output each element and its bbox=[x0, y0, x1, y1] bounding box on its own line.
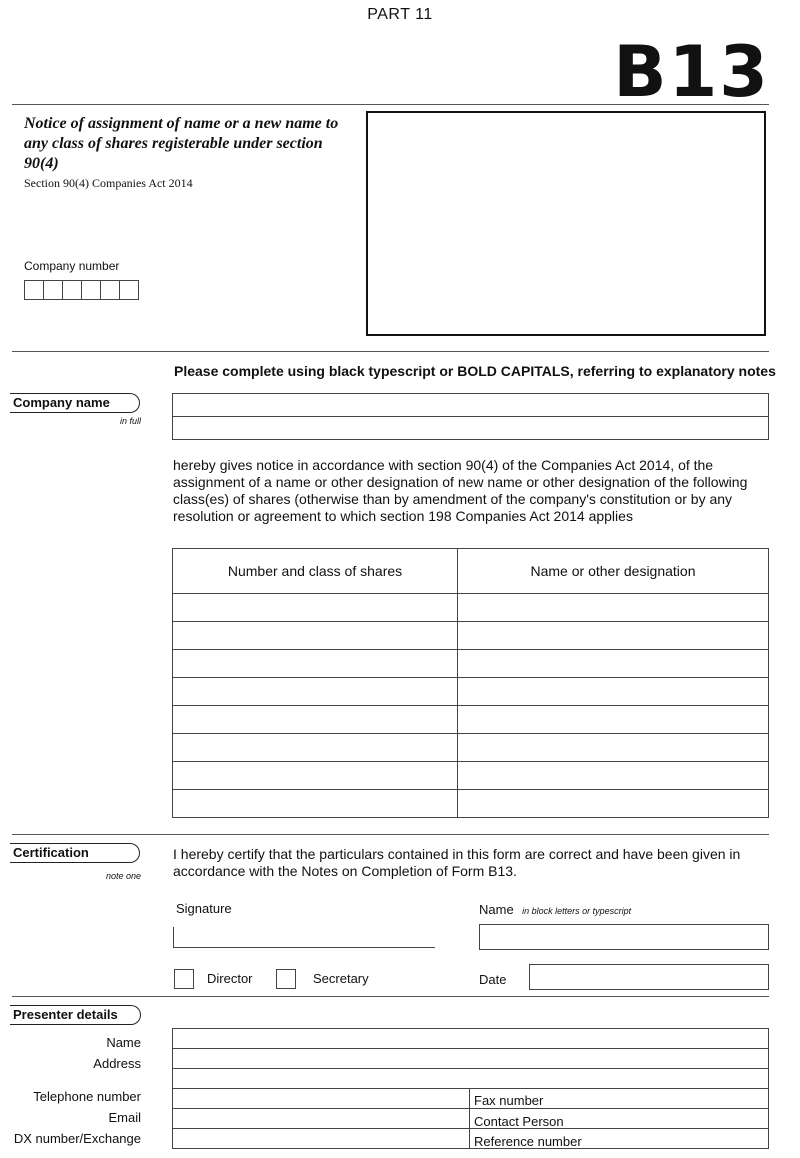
director-label: Director bbox=[207, 971, 253, 986]
company-name-field-line1[interactable] bbox=[172, 393, 769, 417]
shares-class-cell[interactable] bbox=[173, 594, 458, 622]
director-checkbox[interactable] bbox=[174, 969, 194, 989]
contact-person-label: Contact Person bbox=[474, 1114, 564, 1129]
presenter-email-field[interactable] bbox=[172, 1108, 470, 1129]
presenter-dx-label: DX number/Exchange bbox=[13, 1131, 141, 1146]
table-row bbox=[173, 762, 769, 790]
table-row bbox=[173, 594, 769, 622]
shares-class-cell[interactable] bbox=[173, 622, 458, 650]
divider bbox=[12, 351, 769, 352]
presenter-name-field[interactable] bbox=[172, 1028, 769, 1049]
signature-label: Signature bbox=[176, 901, 232, 916]
table-row bbox=[173, 734, 769, 762]
company-number-digit[interactable] bbox=[81, 280, 101, 300]
instructions: Please complete using black typescript or BOLD CAPITALS, referring to explanatory notes bbox=[174, 363, 776, 379]
shares-class-cell[interactable] bbox=[173, 762, 458, 790]
office-use-box bbox=[366, 111, 766, 336]
table-row bbox=[173, 622, 769, 650]
form-subtitle: Section 90(4) Companies Act 2014 bbox=[24, 176, 193, 190]
reference-number-label: Reference number bbox=[474, 1134, 582, 1149]
table-row bbox=[173, 706, 769, 734]
company-number-digit[interactable] bbox=[62, 280, 82, 300]
designation-cell[interactable] bbox=[458, 790, 769, 818]
column-header: Name or other designation bbox=[458, 549, 769, 594]
presenter-email-label: Email bbox=[108, 1110, 141, 1125]
form-code: B13 bbox=[613, 31, 770, 113]
table-row bbox=[173, 678, 769, 706]
signature-field[interactable] bbox=[173, 927, 435, 948]
company-number-field[interactable] bbox=[24, 280, 139, 300]
certification-text: I hereby certify that the particulars contained in this form are correct and have been given in accordance with the Notes on Completion of Form B13. bbox=[173, 846, 741, 879]
company-number-digit[interactable] bbox=[119, 280, 139, 300]
presenter-dx-field[interactable] bbox=[172, 1128, 470, 1149]
presenter-name-label: Name bbox=[106, 1035, 141, 1050]
name-label: Name bbox=[479, 902, 514, 917]
name-label-group bbox=[479, 901, 631, 919]
name-hint: in block letters or typescript bbox=[522, 906, 632, 916]
presenter-telephone-label: Telephone number bbox=[33, 1089, 141, 1104]
date-label: Date bbox=[479, 972, 507, 987]
certification-note: note one bbox=[105, 871, 141, 881]
secretary-checkbox[interactable] bbox=[276, 969, 296, 989]
shares-class-cell[interactable] bbox=[173, 678, 458, 706]
company-number-digit[interactable] bbox=[24, 280, 44, 300]
notice-text: hereby gives notice in accordance with section 90(4) of the Companies Act 2014, of the assignment of a name or other designation of new name or other designation of the following class(es) of shares (otherwise than by amendment of the company's constitution or by any resolution or agreement to which section 198 Companies Act 2014 applies bbox=[173, 457, 748, 524]
company-name-tab: Company name bbox=[10, 393, 140, 413]
fax-label: Fax number bbox=[474, 1093, 544, 1108]
column-header: Number and class of shares bbox=[173, 549, 458, 594]
table-row bbox=[173, 650, 769, 678]
shares-class-cell[interactable] bbox=[173, 734, 458, 762]
shares-class-cell[interactable] bbox=[173, 790, 458, 818]
divider bbox=[12, 996, 769, 997]
presenter-address-field-line1[interactable] bbox=[172, 1048, 769, 1069]
presenter-address-label: Address bbox=[93, 1056, 141, 1071]
designation-cell[interactable] bbox=[458, 762, 769, 790]
part-label: PART 11 bbox=[367, 6, 433, 23]
form-title: Notice of assignment of name or a new name to any class of shares registerable under section 90(4) bbox=[24, 115, 339, 172]
shares-class-cell[interactable] bbox=[173, 706, 458, 734]
designation-cell[interactable] bbox=[458, 650, 769, 678]
presenter-telephone-field[interactable] bbox=[172, 1088, 470, 1109]
designation-cell[interactable] bbox=[458, 678, 769, 706]
presenter-details-tab: Presenter details bbox=[10, 1005, 141, 1025]
presenter-address-field-line2[interactable] bbox=[172, 1068, 769, 1089]
designation-cell[interactable] bbox=[458, 622, 769, 650]
secretary-label: Secretary bbox=[313, 971, 369, 986]
company-number-digit[interactable] bbox=[100, 280, 120, 300]
company-number-label: Company number bbox=[24, 259, 120, 273]
designation-cell[interactable] bbox=[458, 706, 769, 734]
designation-cell[interactable] bbox=[458, 594, 769, 622]
designation-cell[interactable] bbox=[458, 734, 769, 762]
company-name-note: in full bbox=[119, 416, 141, 426]
shares-class-cell[interactable] bbox=[173, 650, 458, 678]
divider bbox=[12, 834, 769, 835]
table-row bbox=[173, 790, 769, 818]
name-field[interactable] bbox=[479, 924, 769, 950]
company-name-field-line2[interactable] bbox=[172, 416, 769, 440]
company-number-digit[interactable] bbox=[43, 280, 63, 300]
date-field[interactable] bbox=[529, 964, 769, 990]
certification-tab: Certification bbox=[10, 843, 140, 863]
shares-table bbox=[172, 548, 769, 818]
header-divider bbox=[12, 104, 769, 105]
